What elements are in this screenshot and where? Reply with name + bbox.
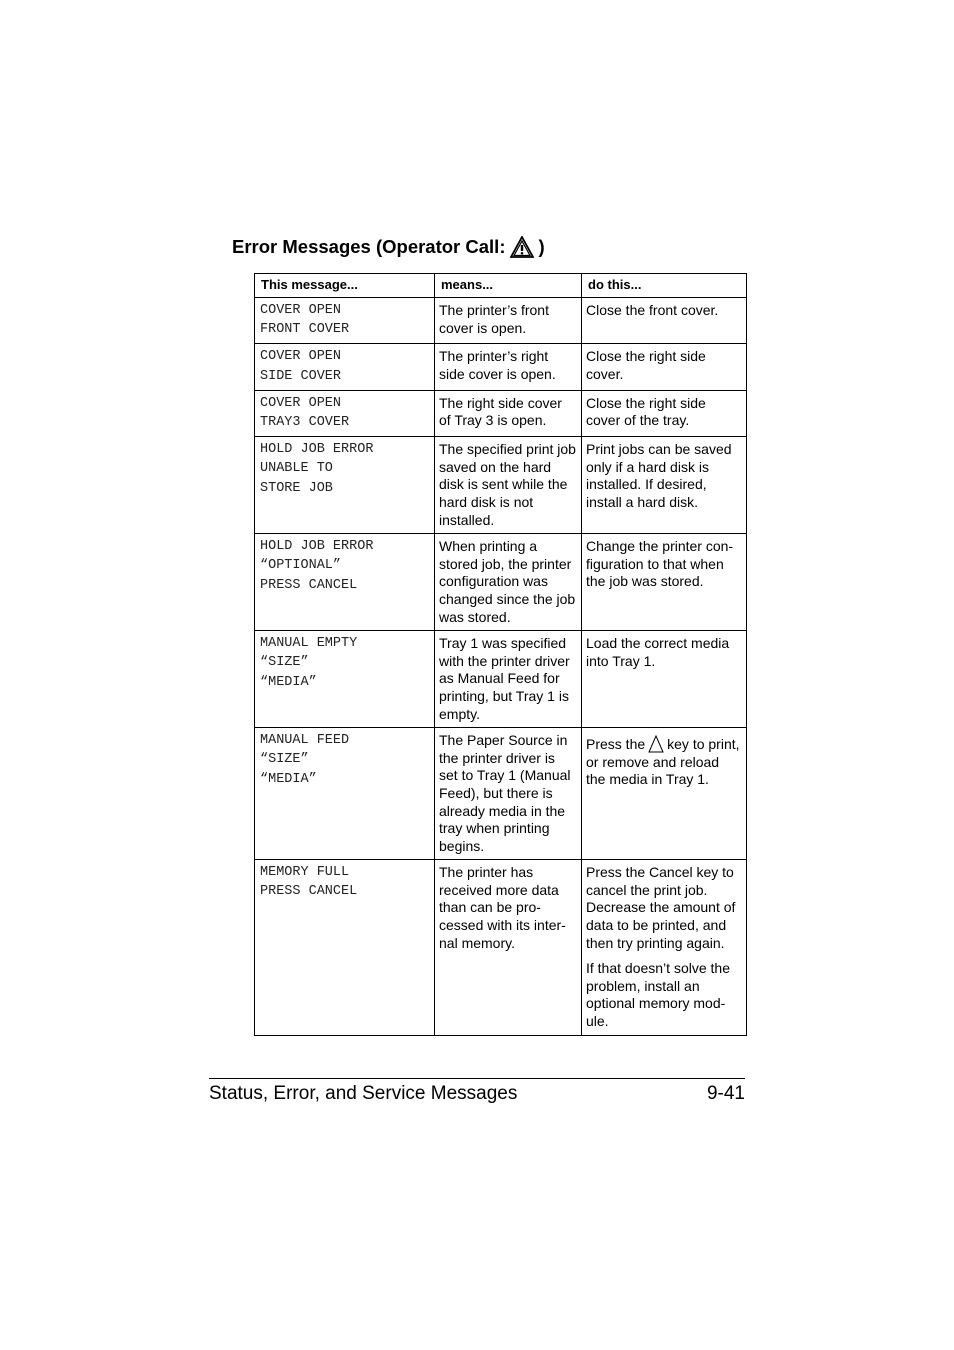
means-cell (435, 437, 582, 534)
table-row (255, 534, 747, 631)
message-line: PRESS CANCEL (260, 884, 358, 900)
message-line: “MEDIA” (260, 771, 317, 787)
means-text: The printer’s front cover is open. (439, 302, 549, 336)
table-row (255, 344, 747, 390)
page-number: 9-41 (706, 1083, 745, 1104)
table-row (255, 728, 747, 860)
action-text: Close the front cover. (586, 302, 719, 318)
action-text: Print jobs can be saved only if a hard disk is installed. If desired, install a hard disk. (586, 441, 732, 510)
heading-suffix: ) (538, 236, 545, 257)
action-cell (582, 860, 747, 1035)
action-cell (582, 344, 747, 390)
message-line: PRESS CANCEL (260, 577, 358, 593)
table-row (255, 860, 747, 1035)
footer-divider (209, 1078, 745, 1079)
error-message-table (254, 273, 747, 1036)
message-cell (255, 534, 435, 631)
message-cell (255, 437, 435, 534)
message-line: HOLD JOB ERROR (260, 539, 374, 555)
message-line: STORE JOB (260, 480, 333, 496)
action-text: Close the right side cover of the tray. (586, 394, 706, 429)
message-line: TRAY3 COVER (260, 415, 350, 431)
column-header-action: do this... (582, 274, 747, 298)
message-line: “SIZE” (260, 655, 309, 671)
message-line: HOLD JOB ERROR (260, 442, 374, 458)
means-cell (435, 534, 582, 631)
message-cell (255, 298, 435, 344)
means-cell (435, 728, 582, 860)
means-cell (435, 860, 582, 1035)
action-text-secondary: If that doesn’t solve the problem, install an optional memory mod-ule. (586, 960, 730, 1030)
message-line: “OPTIONAL” (260, 558, 342, 574)
action-text: Close the right side cover. (586, 348, 706, 382)
means-text: The printer’s right side cover is open. (439, 348, 556, 382)
message-cell (255, 344, 435, 390)
table-header-row (255, 274, 747, 298)
table-row (255, 390, 747, 436)
message-line: “SIZE” (260, 752, 309, 768)
means-text: The Paper Source in the printer driver is set to Tray 1 (Manual Feed), but there is already media in the tray when printing begins. (439, 732, 571, 854)
action-text: Press the (586, 736, 646, 753)
message-line: “MEDIA” (260, 674, 317, 690)
message-cell (255, 631, 435, 728)
message-line: MANUAL FEED (260, 733, 350, 749)
message-line: SIDE COVER (260, 368, 342, 384)
means-cell (435, 298, 582, 344)
action-cell (582, 631, 747, 728)
message-line: COVER OPEN (260, 395, 342, 411)
action-text: key to print, or remove and reload the media in Tray 1. (586, 736, 740, 788)
means-text: The printer has received more data than can be pro-cessed with its inter-nal memory. (439, 864, 566, 951)
means-cell (435, 390, 582, 436)
action-cell (582, 390, 747, 436)
message-line: FRONT COVER (260, 322, 350, 338)
message-line: COVER OPEN (260, 349, 342, 365)
heading-text: Error Messages (Operator Call: (232, 236, 506, 257)
means-cell (435, 631, 582, 728)
message-line: MEMORY FULL (260, 865, 350, 881)
warning-triangle-icon (510, 236, 534, 258)
action-cell (582, 728, 747, 860)
footer-section-title: Status, Error, and Service Messages (209, 1083, 518, 1104)
message-cell (255, 390, 435, 436)
table-row (255, 437, 747, 534)
means-text: When printing a stored job, the printer configuration was changed since the job was stored. (439, 538, 576, 625)
table-row (255, 631, 747, 728)
action-text: Press the Cancel key to cancel the print job. Decrease the amount of data to be printed, and then try printing again. (586, 864, 736, 951)
message-line: COVER OPEN (260, 303, 342, 318)
action-cell (582, 437, 747, 534)
message-line: UNABLE TO (260, 461, 333, 477)
action-cell (582, 534, 747, 631)
up-triangle-key-icon (648, 735, 664, 753)
table-row (255, 298, 747, 344)
action-text: Change the printer con-figuration to that when the job was stored. (586, 538, 734, 590)
means-text: The specified print job saved on the hard disk is sent while the hard disk is not installed. (439, 441, 576, 528)
column-header-message: This message... (255, 274, 435, 298)
action-cell (582, 298, 747, 344)
means-cell (435, 344, 582, 390)
message-cell (255, 728, 435, 860)
message-cell (255, 860, 435, 1035)
section-heading (232, 236, 545, 258)
means-text: The right side cover of Tray 3 is open. (439, 394, 562, 429)
means-text: Tray 1 was specified with the printer driver as Manual Feed for printing, but Tray 1 is empty. (439, 635, 570, 722)
action-text: Load the correct media into Tray 1. (586, 635, 730, 669)
message-line: MANUAL EMPTY (260, 636, 358, 652)
column-header-means: means... (435, 274, 582, 298)
